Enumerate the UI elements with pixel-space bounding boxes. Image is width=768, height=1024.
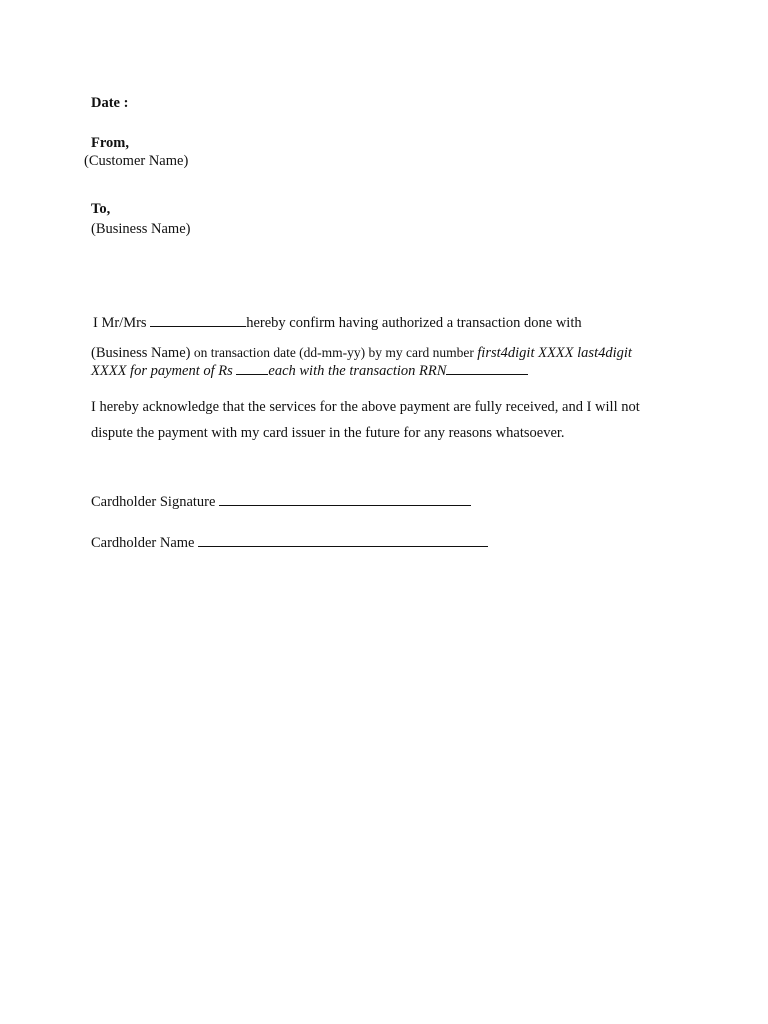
signature-label: Cardholder Signature (91, 494, 216, 510)
line3-card: XXXX for payment of Rs (91, 363, 233, 379)
acknowledgement-line-2: dispute the payment with my card issuer in the future for any reasons whatsoever. (91, 425, 565, 441)
line3-mid: each with the transaction RRN (268, 363, 447, 379)
business-name: (Business Name) (91, 221, 191, 237)
customer-name: (Customer Name) (84, 153, 189, 169)
line2-mid: on transaction date (dd-mm-yy) by my card number (190, 345, 478, 360)
confirmation-line-1 (93, 313, 582, 332)
line2-card: first4digit XXXX last4digit (477, 345, 632, 361)
to-label: To, (91, 201, 111, 217)
from-label: From, (91, 135, 129, 151)
line2-business: (Business Name) (91, 345, 191, 361)
confirmation-line-3 (91, 361, 528, 380)
signature-blank (219, 492, 471, 506)
confirmation-line-2 (91, 344, 632, 362)
amount-blank (236, 361, 268, 375)
cardholder-name-blank (198, 533, 488, 547)
line1-suffix: hereby confirm having authorized a transaction done with (246, 315, 582, 331)
name-blank (150, 313, 246, 327)
signature-row (91, 492, 471, 511)
cardholder-name-row (91, 533, 488, 552)
line1-prefix: I Mr/Mrs (93, 315, 147, 331)
rrn-blank (446, 361, 528, 375)
date-label: Date : (91, 95, 129, 111)
cardholder-name-label: Cardholder Name (91, 535, 195, 551)
acknowledgement-line-1: I hereby acknowledge that the services for the above payment are fully received, and I will not (91, 399, 640, 415)
